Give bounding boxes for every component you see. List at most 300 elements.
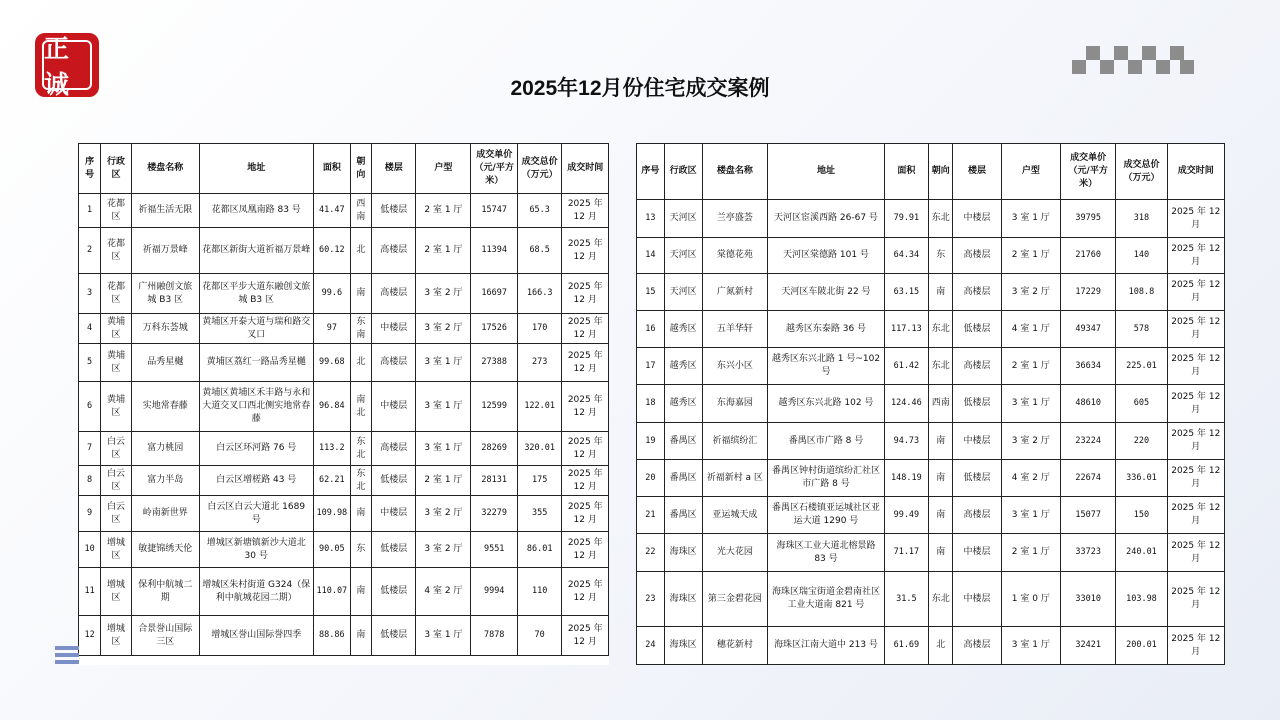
cell-total-price: 225.01 xyxy=(1116,348,1167,385)
cell-total-price: 336.01 xyxy=(1116,460,1167,497)
table-row xyxy=(79,432,609,466)
cell-orientation: 东 xyxy=(350,532,371,568)
cell-floor: 高楼层 xyxy=(372,344,416,382)
cell-floor: 中楼层 xyxy=(953,200,1001,238)
cell-area: 62.21 xyxy=(313,466,350,496)
cell-estate: 东兴小区 xyxy=(702,348,768,385)
cell-deal-time: 2025 年 12 月 xyxy=(562,532,609,568)
cell-district: 越秀区 xyxy=(664,385,702,423)
header-orientation: 朝向 xyxy=(928,144,953,200)
cell-district: 海珠区 xyxy=(664,572,702,627)
header-deal-time: 成交时间 xyxy=(1167,144,1224,200)
cell-deal-time: 2025 年 12 月 xyxy=(562,466,609,496)
cell-orientation: 东北 xyxy=(928,348,953,385)
cell-unit-price: 49347 xyxy=(1061,311,1116,348)
cell-district: 番禺区 xyxy=(664,423,702,460)
cell-seq: 2 xyxy=(79,228,101,274)
cell-unit-price: 9994 xyxy=(471,568,518,616)
cell-floor: 高楼层 xyxy=(372,432,416,466)
cell-district: 增城区 xyxy=(101,568,132,616)
cell-unit-price: 17526 xyxy=(471,314,518,344)
cell-total-price: 150 xyxy=(1116,497,1167,534)
cell-layout: 3 室 1 厅 xyxy=(1001,497,1060,534)
cell-district: 增城区 xyxy=(101,616,132,656)
table-row xyxy=(637,627,1225,665)
cell-unit-price: 27388 xyxy=(471,344,518,382)
cell-estate: 万科东荟城 xyxy=(131,314,199,344)
cell-seq: 8 xyxy=(79,466,101,496)
cell-deal-time: 2025 年 12 月 xyxy=(562,344,609,382)
cell-orientation: 东南 xyxy=(350,314,371,344)
cell-address: 白云区环河路 76 号 xyxy=(199,432,313,466)
cell-deal-time: 2025 年 12 月 xyxy=(1167,572,1224,627)
cell-deal-time: 2025 年 12 月 xyxy=(1167,238,1224,274)
header-address: 地址 xyxy=(768,144,885,200)
cell-address: 番禺区市广路 8 号 xyxy=(768,423,885,460)
cell-floor: 低楼层 xyxy=(953,460,1001,497)
cell-layout: 4 室 1 厅 xyxy=(1001,311,1060,348)
cell-address: 海珠区江南大道中 213 号 xyxy=(768,627,885,665)
cell-seq: 23 xyxy=(637,572,665,627)
cell-seq: 22 xyxy=(637,534,665,572)
table-row xyxy=(637,385,1225,423)
cell-unit-price: 48610 xyxy=(1061,385,1116,423)
cell-area: 64.34 xyxy=(884,238,928,274)
cell-address: 黄埔区黄埔区禾丰路与永和大道交叉口西北侧实地常春藤 xyxy=(199,382,313,432)
cell-unit-price: 36634 xyxy=(1061,348,1116,385)
cell-estate: 富力半岛 xyxy=(131,466,199,496)
cell-total-price: 320.01 xyxy=(517,432,561,466)
cell-seq: 17 xyxy=(637,348,665,385)
cell-address: 番禺区石楼镇亚运城社区亚运大道 1290 号 xyxy=(768,497,885,534)
page-title: 2025年12月份住宅成交案例 xyxy=(510,77,770,100)
cell-orientation: 北 xyxy=(350,228,371,274)
header-estate: 楼盘名称 xyxy=(702,144,768,200)
cell-total-price: 175 xyxy=(517,466,561,496)
header-floor: 楼层 xyxy=(372,144,416,194)
cell-layout: 3 室 1 厅 xyxy=(416,344,471,382)
cell-total-price: 355 xyxy=(517,496,561,532)
cell-floor: 高楼层 xyxy=(953,274,1001,311)
cell-unit-price: 22674 xyxy=(1061,460,1116,497)
cell-deal-time: 2025 年 12 月 xyxy=(1167,534,1224,572)
cell-estate: 广氮新村 xyxy=(702,274,768,311)
cell-district: 黄埔区 xyxy=(101,314,132,344)
cell-floor: 高楼层 xyxy=(372,274,416,314)
cell-address: 海珠区瑞宝街道金碧南社区工业大道南 821 号 xyxy=(768,572,885,627)
cell-floor: 中楼层 xyxy=(372,314,416,344)
header-orientation: 朝向 xyxy=(350,144,371,194)
cell-seq: 7 xyxy=(79,432,101,466)
cell-estate: 保利中航城二期 xyxy=(131,568,199,616)
cell-total-price: 318 xyxy=(1116,200,1167,238)
cell-estate: 兰亭盛荟 xyxy=(702,200,768,238)
cell-seq: 21 xyxy=(637,497,665,534)
cell-area: 94.73 xyxy=(884,423,928,460)
table-row xyxy=(637,311,1225,348)
cell-layout: 1 室 0 厅 xyxy=(1001,572,1060,627)
cell-address: 海珠区工业大道北榕景路 83 号 xyxy=(768,534,885,572)
cell-seq: 16 xyxy=(637,311,665,348)
cell-district: 番禺区 xyxy=(664,460,702,497)
cell-orientation: 南 xyxy=(928,497,953,534)
cell-floor: 中楼层 xyxy=(372,382,416,432)
cell-estate: 穗花新村 xyxy=(702,627,768,665)
cell-district: 番禺区 xyxy=(664,497,702,534)
table-row xyxy=(637,497,1225,534)
cell-unit-price: 15747 xyxy=(471,194,518,228)
cell-unit-price: 28269 xyxy=(471,432,518,466)
cell-area: 148.19 xyxy=(884,460,928,497)
cell-orientation: 南 xyxy=(350,616,371,656)
cell-total-price: 65.3 xyxy=(517,194,561,228)
table-row xyxy=(637,423,1225,460)
cell-address: 增城区朱村街道 G324（保利中航城花园二期） xyxy=(199,568,313,616)
cell-deal-time: 2025 年 12 月 xyxy=(1167,385,1224,423)
cell-area: 79.91 xyxy=(884,200,928,238)
cell-district: 白云区 xyxy=(101,466,132,496)
cell-district: 增城区 xyxy=(101,532,132,568)
cell-orientation: 南 xyxy=(928,460,953,497)
cell-unit-price: 32279 xyxy=(471,496,518,532)
cell-total-price: 220 xyxy=(1116,423,1167,460)
cell-area: 117.13 xyxy=(884,311,928,348)
cell-orientation: 南 xyxy=(350,274,371,314)
header-district: 行政区 xyxy=(101,144,132,194)
header-total-price: 成交总价（万元） xyxy=(517,144,561,194)
cell-estate: 五羊华轩 xyxy=(702,311,768,348)
table-row xyxy=(79,382,609,432)
cell-total-price: 108.8 xyxy=(1116,274,1167,311)
cell-address: 花都区新街大道祈福万景峰 xyxy=(199,228,313,274)
cell-estate: 祈福万景峰 xyxy=(131,228,199,274)
cell-deal-time: 2025 年 12 月 xyxy=(562,432,609,466)
cell-area: 96.84 xyxy=(313,382,350,432)
cell-total-price: 140 xyxy=(1116,238,1167,274)
cell-deal-time: 2025 年 12 月 xyxy=(562,568,609,616)
cell-unit-price: 12599 xyxy=(471,382,518,432)
cell-deal-time: 2025 年 12 月 xyxy=(1167,497,1224,534)
cell-address: 天河区车陂北街 22 号 xyxy=(768,274,885,311)
cell-layout: 3 室 1 厅 xyxy=(416,382,471,432)
cell-layout: 2 室 1 厅 xyxy=(416,228,471,274)
cell-layout: 3 室 2 厅 xyxy=(1001,423,1060,460)
cell-estate: 祈福缤纷汇 xyxy=(702,423,768,460)
cell-estate: 敏捷锦绣天伦 xyxy=(131,532,199,568)
cell-floor: 低楼层 xyxy=(372,194,416,228)
cell-district: 天河区 xyxy=(664,238,702,274)
cell-area: 61.42 xyxy=(884,348,928,385)
cell-floor: 高楼层 xyxy=(372,228,416,274)
cell-layout: 4 室 2 厅 xyxy=(416,568,471,616)
checker-pattern-icon xyxy=(1072,46,1194,74)
cell-seq: 18 xyxy=(637,385,665,423)
cell-address: 天河区宦溪西路 26-67 号 xyxy=(768,200,885,238)
table-row xyxy=(79,532,609,568)
cell-orientation: 南 xyxy=(928,423,953,460)
cell-orientation: 西南 xyxy=(350,194,371,228)
cell-floor: 中楼层 xyxy=(953,572,1001,627)
cell-seq: 15 xyxy=(637,274,665,311)
cell-deal-time: 2025 年 12 月 xyxy=(1167,200,1224,238)
cell-area: 61.69 xyxy=(884,627,928,665)
cell-seq: 6 xyxy=(79,382,101,432)
table-row xyxy=(79,344,609,382)
cell-orientation: 东北 xyxy=(350,432,371,466)
cell-seq: 12 xyxy=(79,616,101,656)
cell-layout: 3 室 1 厅 xyxy=(1001,200,1060,238)
table-row xyxy=(637,572,1225,627)
cell-total-price: 86.01 xyxy=(517,532,561,568)
cell-district: 越秀区 xyxy=(664,348,702,385)
cell-area: 110.07 xyxy=(313,568,350,616)
cell-layout: 3 室 1 厅 xyxy=(1001,385,1060,423)
cell-unit-price: 28131 xyxy=(471,466,518,496)
cell-estate: 棠德花苑 xyxy=(702,238,768,274)
cell-area: 99.49 xyxy=(884,497,928,534)
cell-layout: 3 室 2 厅 xyxy=(416,496,471,532)
header-layout: 户型 xyxy=(1001,144,1060,200)
cell-deal-time: 2025 年 12 月 xyxy=(1167,460,1224,497)
table-row xyxy=(637,348,1225,385)
cell-orientation: 西南 xyxy=(928,385,953,423)
cell-orientation: 东 xyxy=(928,238,953,274)
cell-total-price: 110 xyxy=(517,568,561,616)
cell-unit-price: 17229 xyxy=(1061,274,1116,311)
cell-unit-price: 16697 xyxy=(471,274,518,314)
header-seq: 序号 xyxy=(637,144,665,200)
header-area: 面积 xyxy=(884,144,928,200)
cell-floor: 低楼层 xyxy=(372,616,416,656)
table-row xyxy=(637,238,1225,274)
cell-seq: 4 xyxy=(79,314,101,344)
cell-deal-time: 2025 年 12 月 xyxy=(1167,627,1224,665)
cell-layout: 3 室 1 厅 xyxy=(1001,627,1060,665)
cell-orientation: 北 xyxy=(350,344,371,382)
cell-estate: 广州融创文旅城 B3 区 xyxy=(131,274,199,314)
cell-orientation: 南 xyxy=(928,274,953,311)
menu-icon[interactable] xyxy=(55,646,79,670)
header-district: 行政区 xyxy=(664,144,702,200)
cell-unit-price: 15077 xyxy=(1061,497,1116,534)
cell-address: 越秀区东兴北路 1 号~102 号 xyxy=(768,348,885,385)
cell-estate: 东海嘉园 xyxy=(702,385,768,423)
cell-floor: 低楼层 xyxy=(372,568,416,616)
cell-unit-price: 21760 xyxy=(1061,238,1116,274)
cell-orientation: 东北 xyxy=(350,466,371,496)
cell-deal-time: 2025 年 12 月 xyxy=(1167,423,1224,460)
cell-area: 90.05 xyxy=(313,532,350,568)
cell-area: 88.86 xyxy=(313,616,350,656)
cell-estate: 合景誉山国际三区 xyxy=(131,616,199,656)
cell-district: 天河区 xyxy=(664,274,702,311)
cell-floor: 中楼层 xyxy=(953,423,1001,460)
cell-deal-time: 2025 年 12 月 xyxy=(562,382,609,432)
cell-orientation: 南 xyxy=(350,568,371,616)
header-floor: 楼层 xyxy=(953,144,1001,200)
header-deal-time: 成交时间 xyxy=(562,144,609,194)
cell-layout: 4 室 2 厅 xyxy=(1001,460,1060,497)
cell-layout: 3 室 1 厅 xyxy=(416,432,471,466)
cell-orientation: 东北 xyxy=(928,311,953,348)
cell-floor: 低楼层 xyxy=(372,532,416,568)
header-unit-price: 成交单价（元/平方米） xyxy=(1061,144,1116,200)
cell-district: 花都区 xyxy=(101,194,132,228)
header-total-price: 成交总价（万元） xyxy=(1116,144,1167,200)
cell-area: 124.46 xyxy=(884,385,928,423)
cell-layout: 3 室 1 厅 xyxy=(416,616,471,656)
table-row xyxy=(79,496,609,532)
cell-estate: 亚运城天成 xyxy=(702,497,768,534)
cell-deal-time: 2025 年 12 月 xyxy=(1167,311,1224,348)
cell-layout: 2 室 1 厅 xyxy=(1001,534,1060,572)
cell-estate: 第三金碧花园 xyxy=(702,572,768,627)
table-row xyxy=(79,568,609,616)
table-row xyxy=(79,194,609,228)
cell-layout: 2 室 1 厅 xyxy=(1001,348,1060,385)
cell-address: 花都区平步大道东融创文旅城 B3 区 xyxy=(199,274,313,314)
cell-total-price: 200.01 xyxy=(1116,627,1167,665)
table-row xyxy=(637,274,1225,311)
cell-total-price: 103.98 xyxy=(1116,572,1167,627)
cell-floor: 高楼层 xyxy=(953,238,1001,274)
header-area: 面积 xyxy=(313,144,350,194)
cell-deal-time: 2025 年 12 月 xyxy=(562,274,609,314)
cell-layout: 3 室 2 厅 xyxy=(416,532,471,568)
table-row xyxy=(79,466,609,496)
cell-floor: 中楼层 xyxy=(372,496,416,532)
header-estate: 楼盘名称 xyxy=(131,144,199,194)
cell-district: 花都区 xyxy=(101,274,132,314)
cell-seq: 24 xyxy=(637,627,665,665)
cell-seq: 1 xyxy=(79,194,101,228)
cell-floor: 高楼层 xyxy=(953,497,1001,534)
cell-seq: 13 xyxy=(637,200,665,238)
cell-district: 黄埔区 xyxy=(101,344,132,382)
cell-unit-price: 23224 xyxy=(1061,423,1116,460)
cell-deal-time: 2025 年 12 月 xyxy=(562,194,609,228)
cell-district: 白云区 xyxy=(101,496,132,532)
cell-unit-price: 39795 xyxy=(1061,200,1116,238)
header-seq: 序号 xyxy=(79,144,101,194)
cell-address: 黄埔区开泰大道与瑞和路交叉口 xyxy=(199,314,313,344)
cell-estate: 祈福生活无限 xyxy=(131,194,199,228)
cell-area: 99.68 xyxy=(313,344,350,382)
cell-floor: 低楼层 xyxy=(953,385,1001,423)
cell-orientation: 南 xyxy=(350,496,371,532)
cell-seq: 14 xyxy=(637,238,665,274)
cell-address: 越秀区东泰路 36 号 xyxy=(768,311,885,348)
cell-area: 71.17 xyxy=(884,534,928,572)
cell-total-price: 166.3 xyxy=(517,274,561,314)
header-address: 地址 xyxy=(199,144,313,194)
cell-orientation: 南 xyxy=(928,534,953,572)
cell-address: 天河区棠德路 101 号 xyxy=(768,238,885,274)
cell-deal-time: 2025 年 12 月 xyxy=(562,228,609,274)
table-row xyxy=(79,228,609,274)
table-row xyxy=(637,460,1225,497)
cell-area: 63.15 xyxy=(884,274,928,311)
cell-floor: 中楼层 xyxy=(953,534,1001,572)
deal-table-right xyxy=(636,143,1225,665)
logo-text: 正诚 xyxy=(42,40,92,90)
table-row xyxy=(79,274,609,314)
cell-area: 60.12 xyxy=(313,228,350,274)
cell-floor: 低楼层 xyxy=(953,311,1001,348)
cell-deal-time: 2025 年 12 月 xyxy=(1167,348,1224,385)
table-row xyxy=(79,616,609,656)
cell-layout: 3 室 2 厅 xyxy=(1001,274,1060,311)
cell-unit-price: 11394 xyxy=(471,228,518,274)
cell-address: 增城区新塘镇新沙大道北 30 号 xyxy=(199,532,313,568)
cell-unit-price: 9551 xyxy=(471,532,518,568)
cell-layout: 2 室 1 厅 xyxy=(416,466,471,496)
cell-district: 黄埔区 xyxy=(101,382,132,432)
cell-total-price: 240.01 xyxy=(1116,534,1167,572)
cell-area: 113.2 xyxy=(313,432,350,466)
cell-area: 109.98 xyxy=(313,496,350,532)
cell-district: 天河区 xyxy=(664,200,702,238)
cell-estate: 品秀星樾 xyxy=(131,344,199,382)
cell-deal-time: 2025 年 12 月 xyxy=(562,616,609,656)
cell-seq: 3 xyxy=(79,274,101,314)
cell-area: 41.47 xyxy=(313,194,350,228)
cell-district: 海珠区 xyxy=(664,627,702,665)
deal-table-left xyxy=(78,143,609,665)
cell-unit-price: 32421 xyxy=(1061,627,1116,665)
cell-district: 海珠区 xyxy=(664,534,702,572)
cell-total-price: 578 xyxy=(1116,311,1167,348)
cell-total-price: 122.01 xyxy=(517,382,561,432)
cell-total-price: 70 xyxy=(517,616,561,656)
cell-seq: 10 xyxy=(79,532,101,568)
cell-address: 黄埔区荔红一路品秀星樾 xyxy=(199,344,313,382)
cell-deal-time: 2025 年 12 月 xyxy=(1167,274,1224,311)
table-row xyxy=(79,314,609,344)
cell-unit-price: 7878 xyxy=(471,616,518,656)
cell-orientation: 东北 xyxy=(928,572,953,627)
header-layout: 户型 xyxy=(416,144,471,194)
cell-area: 31.5 xyxy=(884,572,928,627)
cell-seq: 19 xyxy=(637,423,665,460)
cell-estate: 富力桃园 xyxy=(131,432,199,466)
cell-area: 99.6 xyxy=(313,274,350,314)
cell-layout: 2 室 1 厅 xyxy=(1001,238,1060,274)
cell-area: 97 xyxy=(313,314,350,344)
cell-unit-price: 33723 xyxy=(1061,534,1116,572)
table-row xyxy=(637,200,1225,238)
cell-orientation: 东北 xyxy=(928,200,953,238)
cell-address: 增城区誉山国际誉四季 xyxy=(199,616,313,656)
cell-address: 番禺区钟村街道缤纷汇社区市广路 8 号 xyxy=(768,460,885,497)
cell-estate: 实地常春藤 xyxy=(131,382,199,432)
header-unit-price: 成交单价（元/平方米） xyxy=(471,144,518,194)
cell-district: 白云区 xyxy=(101,432,132,466)
cell-orientation: 南北 xyxy=(350,382,371,432)
cell-address: 白云区白云大道北 1689 号 xyxy=(199,496,313,532)
cell-deal-time: 2025 年 12 月 xyxy=(562,496,609,532)
cell-total-price: 605 xyxy=(1116,385,1167,423)
cell-layout: 3 室 2 厅 xyxy=(416,314,471,344)
cell-address: 越秀区东兴北路 102 号 xyxy=(768,385,885,423)
cell-total-price: 170 xyxy=(517,314,561,344)
cell-floor: 低楼层 xyxy=(372,466,416,496)
cell-layout: 3 室 2 厅 xyxy=(416,274,471,314)
cell-estate: 岭南新世界 xyxy=(131,496,199,532)
cell-estate: 祈福新村 a 区 xyxy=(702,460,768,497)
cell-orientation: 北 xyxy=(928,627,953,665)
cell-unit-price: 33010 xyxy=(1061,572,1116,627)
